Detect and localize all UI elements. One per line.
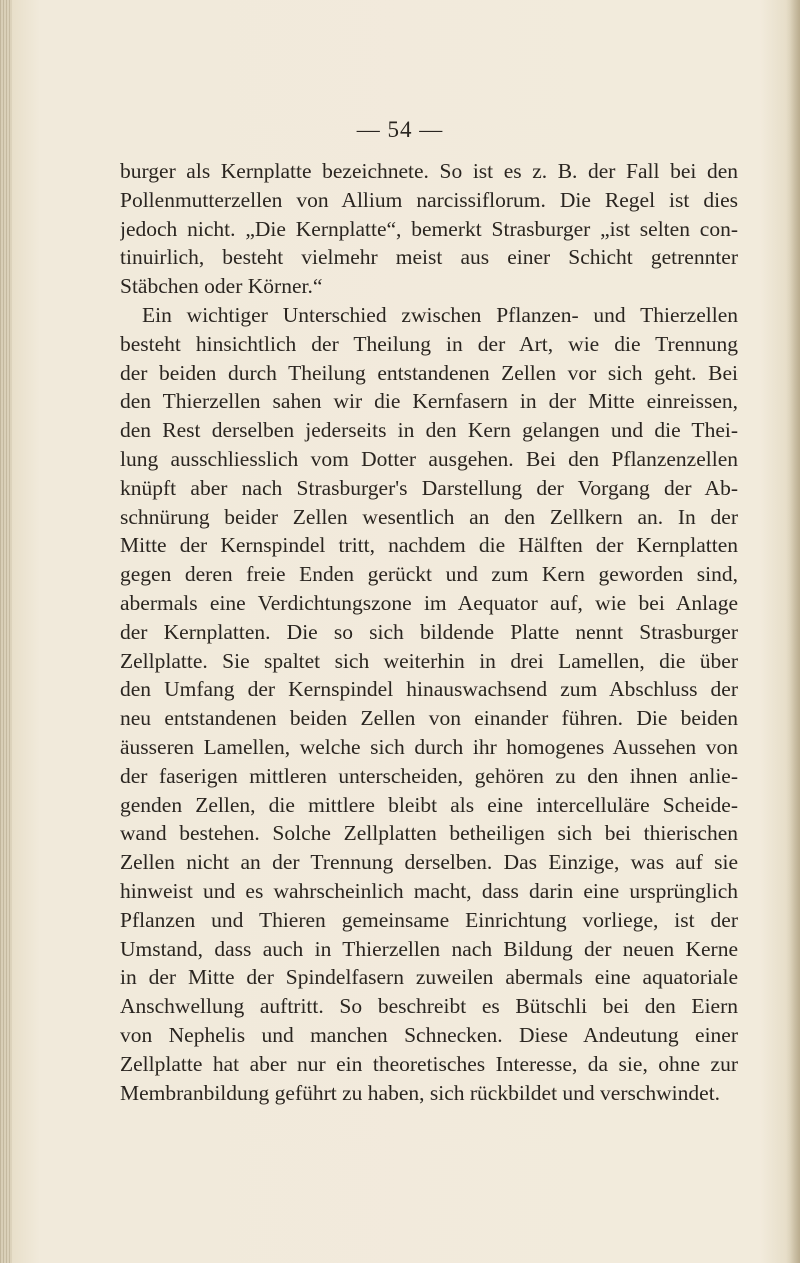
text-line: Zellplatte hat aber nur ein theoretisches Interesse, da sie, ohne zur	[120, 1051, 738, 1076]
text-line: den Rest derselben jederseits in den Kern gelangen und die Thei-	[120, 418, 738, 443]
text-line: der Kernplatten. Die so sich bildende Platte nennt Strasburger	[120, 619, 738, 644]
page-number: — 54 —	[356, 117, 444, 142]
text-line: Mitte der Kernspindel tritt, nachdem die Hälften der Kernplatten	[120, 533, 738, 558]
text-line: knüpft aber nach Strasburger's Darstellung der Vorgang der Ab-	[120, 475, 738, 500]
text-line: hinweist und es wahrscheinlich macht, dass darin eine ursprünglich	[120, 878, 738, 903]
text-line: genden Zellen, die mittlere bleibt als eine intercelluläre Scheide-	[120, 792, 738, 817]
text-line: der beiden durch Theilung entstandenen Zellen vor sich geht. Bei	[120, 360, 738, 385]
text-line: Zellen nicht an der Trennung derselben. Das Einzige, was auf sie	[120, 850, 738, 875]
text-line: Membranbildung geführt zu haben, sich rückbildet und verschwindet.	[120, 1080, 721, 1105]
page-right-edge	[786, 0, 800, 1263]
text-line: von Nephelis und manchen Schnecken. Diese Andeutung einer	[120, 1022, 738, 1047]
text-line: Stäbchen oder Körner.“	[120, 274, 323, 299]
text-line: tinuirlich, besteht vielmehr meist aus einer Schicht getrennter	[120, 245, 738, 270]
text-line: der faserigen mittleren unterscheiden, gehören zu den ihnen anlie-	[120, 763, 738, 788]
text-line: burger als Kernplatte bezeichnete. So ist es z. B. der Fall bei den	[120, 159, 738, 183]
text-line: jedoch nicht. „Die Kernplatte“, bemerkt Strasburger „ist selten con-	[120, 216, 738, 241]
text-line: schnürung beider Zellen wesentlich an den Zellkern an. In der	[120, 504, 738, 529]
text-line: besteht hinsichtlich der Theilung in der Art, wie die Trennung	[120, 331, 738, 356]
text-line: abermals eine Verdichtungszone im Aequator auf, wie bei Anlage	[120, 590, 738, 615]
text-line: in der Mitte der Spindelfasern zuweilen abermals eine aquatoriale	[120, 965, 738, 990]
text-line: lung ausschliesslich vom Dotter ausgehen. Bei den Pflanzenzellen	[120, 446, 738, 471]
text-line: den Umfang der Kernspindel hinauswachsend zum Abschluss der	[120, 677, 738, 702]
text-line: Pollenmutterzellen von Allium narcissiflorum. Die Regel ist dies	[120, 187, 738, 212]
text-line: Ein wichtiger Unterschied zwischen Pflanzen- und Thierzellen	[142, 302, 738, 327]
body-text	[120, 157, 738, 1107]
text-line: den Thierzellen sahen wir die Kernfasern in der Mitte einreissen,	[120, 389, 738, 414]
text-line: Pflanzen und Thieren gemeinsame Einrichtung vorliege, ist der	[120, 907, 738, 932]
text-line: Anschwellung auftritt. So beschreibt es Bütschli bei den Eiern	[120, 994, 738, 1019]
text-line: Zellplatte. Sie spaltet sich weiterhin in drei Lamellen, die über	[120, 648, 738, 673]
text-line: wand bestehen. Solche Zellplatten betheiligen sich bei thierischen	[120, 821, 738, 846]
text-line: gegen deren freie Enden gerückt und zum Kern geworden sind,	[120, 562, 738, 587]
text-line: Umstand, dass auch in Thierzellen nach Bildung der neuen Kerne	[120, 936, 738, 961]
text-line: neu entstandenen beiden Zellen von einander führen. Die beiden	[120, 706, 738, 731]
page-binding-edge	[0, 0, 12, 1263]
text-line: äusseren Lamellen, welche sich durch ihr homogenes Aussehen von	[120, 734, 738, 759]
